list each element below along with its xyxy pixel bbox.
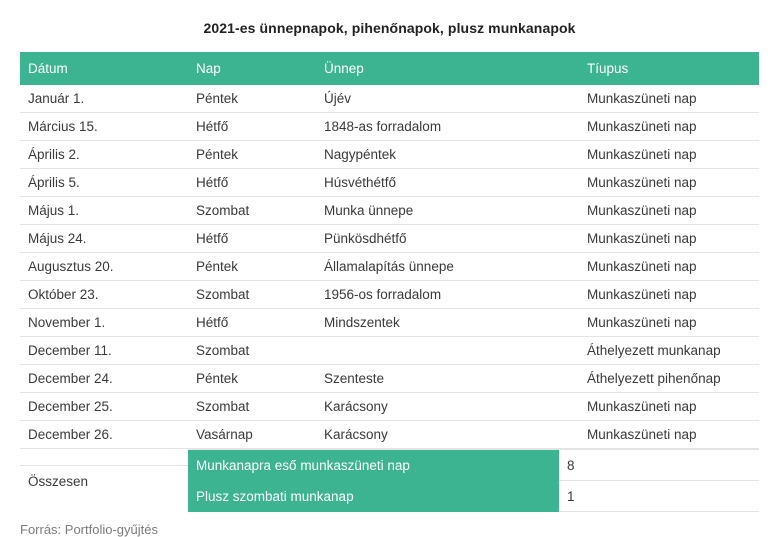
cell-date: December 11. xyxy=(20,337,188,365)
cell-date: Október 23. xyxy=(20,281,188,309)
cell-type: Áthelyezett munkanap xyxy=(579,337,759,365)
cell-date: December 26. xyxy=(20,421,188,449)
cell-type: Munkaszüneti nap xyxy=(579,309,759,337)
table-row xyxy=(20,253,759,281)
cell-holiday: Államalapítás ünnepe xyxy=(316,253,579,281)
cell-holiday: 1956-os forradalom xyxy=(316,281,579,309)
table-row xyxy=(20,197,759,225)
cell-day: Hétfő xyxy=(188,113,316,141)
cell-date: Április 5. xyxy=(20,169,188,197)
table-row xyxy=(20,337,759,365)
cell-date: Május 1. xyxy=(20,197,188,225)
table-row xyxy=(20,225,759,253)
cell-date: December 25. xyxy=(20,393,188,421)
cell-date: Augusztus 20. xyxy=(20,253,188,281)
cell-holiday: Karácsony xyxy=(316,421,579,449)
cell-holiday: Nagypéntek xyxy=(316,141,579,169)
table-row xyxy=(20,365,759,393)
summary-content-cell xyxy=(188,449,759,513)
cell-date: Január 1. xyxy=(20,85,188,113)
table-row xyxy=(20,309,759,337)
cell-day: Hétfő xyxy=(188,225,316,253)
cell-date: December 24. xyxy=(20,365,188,393)
cell-date: Május 24. xyxy=(20,225,188,253)
cell-day: Vasárnap xyxy=(188,421,316,449)
cell-holiday: Újév xyxy=(316,85,579,113)
cell-type: Munkaszüneti nap xyxy=(579,113,759,141)
cell-type: Munkaszüneti nap xyxy=(579,85,759,113)
summary-item-text: Plusz szombati munkanap xyxy=(188,481,559,512)
cell-type: Munkaszüneti nap xyxy=(579,225,759,253)
cell-date: Április 2. xyxy=(20,141,188,169)
cell-holiday: Szenteste xyxy=(316,365,579,393)
table-row xyxy=(20,281,759,309)
cell-day: Hétfő xyxy=(188,309,316,337)
cell-type: Munkaszüneti nap xyxy=(579,281,759,309)
cell-day: Péntek xyxy=(188,253,316,281)
holidays-table xyxy=(20,52,759,512)
column-header-holiday: Ünnep xyxy=(316,52,579,85)
cell-date: November 1. xyxy=(20,309,188,337)
page-title: 2021-es ünnepnapok, pihenőnapok, plusz munkanapok xyxy=(203,20,576,36)
cell-type: Munkaszüneti nap xyxy=(579,197,759,225)
summary-item xyxy=(188,481,759,512)
cell-day: Péntek xyxy=(188,141,316,169)
summary-item xyxy=(188,450,759,481)
table-row xyxy=(20,421,759,449)
cell-day: Szombat xyxy=(188,337,316,365)
cell-type: Munkaszüneti nap xyxy=(579,169,759,197)
summary-label: Összesen xyxy=(20,465,188,497)
cell-holiday: Munka ünnepe xyxy=(316,197,579,225)
summary-item-value: 8 xyxy=(559,450,759,481)
cell-day: Péntek xyxy=(188,85,316,113)
cell-day: Péntek xyxy=(188,365,316,393)
cell-holiday: Húsvéthétfő xyxy=(316,169,579,197)
column-header-day: Nap xyxy=(188,52,316,85)
summary-grid xyxy=(188,449,759,512)
summary-label-cell xyxy=(20,449,188,513)
cell-type: Munkaszüneti nap xyxy=(579,393,759,421)
table-row xyxy=(20,85,759,113)
cell-holiday: 1848-as forradalom xyxy=(316,113,579,141)
table-row xyxy=(20,169,759,197)
summary-item-value: 1 xyxy=(559,481,759,512)
table-body xyxy=(20,85,759,512)
cell-date: Március 15. xyxy=(20,113,188,141)
source-note: Forrás: Portfolio-gyűjtés xyxy=(20,522,158,537)
table-container xyxy=(0,52,779,512)
cell-holiday: Karácsony xyxy=(316,393,579,421)
summary-item-text: Munkanapra eső munkaszüneti nap xyxy=(188,450,559,481)
table-row xyxy=(20,113,759,141)
cell-type: Áthelyezett pihenőnap xyxy=(579,365,759,393)
cell-type: Munkaszüneti nap xyxy=(579,253,759,281)
cell-holiday: Pünkösdhétfő xyxy=(316,225,579,253)
header-row xyxy=(20,52,759,85)
cell-day: Szombat xyxy=(188,197,316,225)
cell-day: Szombat xyxy=(188,393,316,421)
cell-type: Munkaszüneti nap xyxy=(579,141,759,169)
table-header xyxy=(20,52,759,85)
summary-row xyxy=(20,449,759,513)
table-row xyxy=(20,393,759,421)
column-header-date: Dátum xyxy=(20,52,188,85)
cell-holiday xyxy=(316,337,579,365)
table-row xyxy=(20,141,759,169)
cell-day: Hétfő xyxy=(188,169,316,197)
cell-type: Munkaszüneti nap xyxy=(579,421,759,449)
cell-day: Szombat xyxy=(188,281,316,309)
cell-holiday: Mindszentek xyxy=(316,309,579,337)
column-header-type: Tíupus xyxy=(579,52,759,85)
